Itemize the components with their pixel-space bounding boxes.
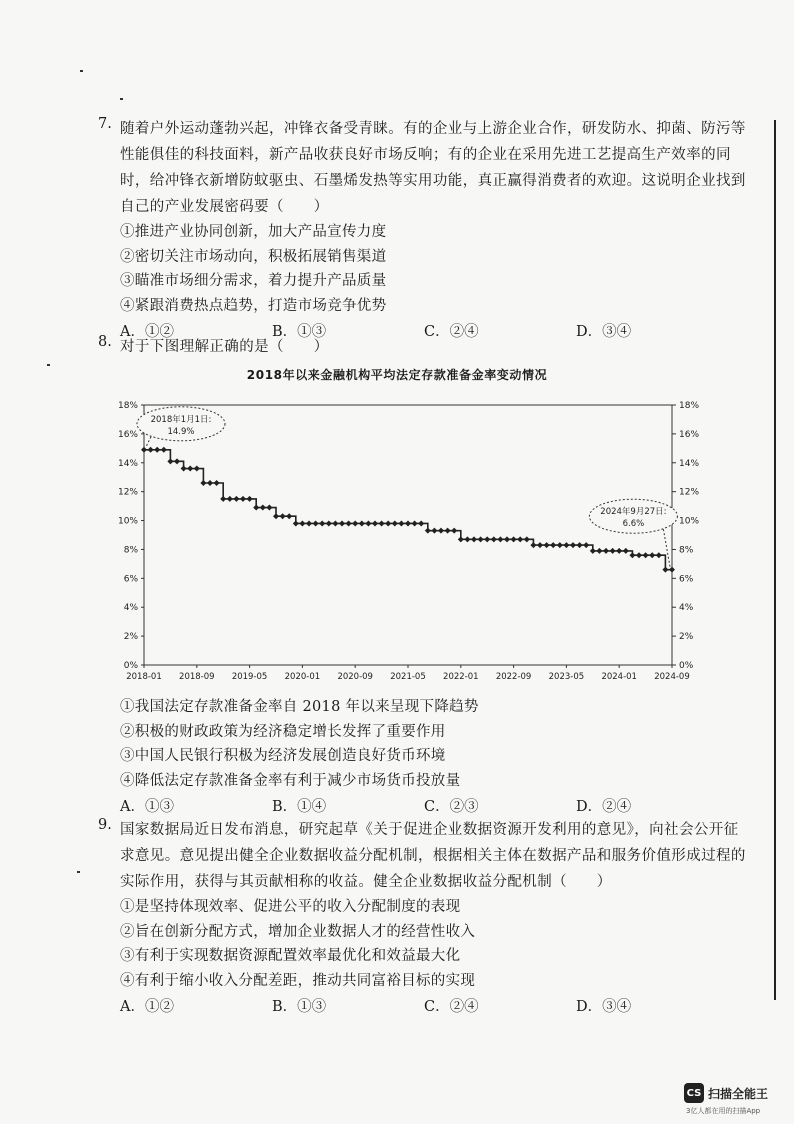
x-tick-label: 2022-01 xyxy=(443,672,479,682)
data-point-marker xyxy=(412,520,418,526)
data-point-marker xyxy=(636,552,642,558)
data-point-marker xyxy=(544,542,550,548)
data-point-marker xyxy=(273,513,279,519)
answer-b[interactable]: B．①④ xyxy=(272,799,327,815)
data-point-marker xyxy=(497,536,503,542)
data-point-marker xyxy=(511,536,517,542)
data-point-marker xyxy=(313,520,319,526)
question-8-option-1: ①我国法定存款准备金率自 2018 年以来呈现下降趋势 xyxy=(120,699,479,715)
question-7-option-3: ③瞄准市场细分需求，着力提升产品质量 xyxy=(120,273,387,289)
y-tick-label-right: 16% xyxy=(679,429,700,440)
data-point-marker xyxy=(392,520,398,526)
scanner-logo-icon: CS xyxy=(684,1083,704,1103)
data-point-marker xyxy=(181,466,187,472)
data-point-marker xyxy=(451,528,457,534)
data-point-marker xyxy=(253,505,259,511)
data-point-marker xyxy=(359,520,365,526)
question-9-number: 9. xyxy=(98,817,112,833)
y-tick-label-right: 2% xyxy=(679,632,694,643)
data-point-marker xyxy=(530,542,536,548)
data-point-marker xyxy=(161,447,167,453)
scanner-logo-name: 扫描全能王 xyxy=(708,1086,769,1101)
data-point-marker xyxy=(590,548,596,554)
answer-b[interactable]: B．①③ xyxy=(272,324,327,340)
data-point-marker xyxy=(385,520,391,526)
data-point-marker xyxy=(629,552,635,558)
answer-a[interactable]: A．①② xyxy=(120,999,174,1015)
data-point-marker xyxy=(174,458,180,464)
data-point-marker xyxy=(405,520,411,526)
data-point-marker xyxy=(398,520,404,526)
answer-c[interactable]: C．②③ xyxy=(424,799,479,815)
data-point-marker xyxy=(583,542,589,548)
data-point-marker xyxy=(372,520,378,526)
y-tick-label-left: 12% xyxy=(117,487,138,498)
annotation-label-start: 2018年1月1日: xyxy=(150,414,212,425)
y-tick-label-left: 16% xyxy=(117,429,138,440)
question-8-option-4: ④降低法定存款准备金率有利于减少市场货币投放量 xyxy=(120,772,461,789)
data-point-marker xyxy=(332,520,338,526)
data-point-marker xyxy=(167,458,173,464)
x-tick-label: 2018-09 xyxy=(179,672,215,682)
data-point-marker xyxy=(240,496,246,502)
y-tick-label-left: 18% xyxy=(117,401,138,411)
data-point-marker xyxy=(286,513,292,519)
question-7-option-1: ①推进产业协同创新，加大产品宣传力度 xyxy=(120,224,387,240)
chart-title: 2018年以来金融机构平均法定存款准备金率变动情况 xyxy=(246,368,548,382)
data-point-marker xyxy=(339,520,345,526)
x-tick-label: 2021-05 xyxy=(390,672,426,682)
y-tick-label-right: 18% xyxy=(679,401,700,411)
question-9 xyxy=(98,817,746,1021)
data-point-marker xyxy=(649,552,655,558)
data-point-marker xyxy=(669,567,675,573)
y-tick-label-right: 8% xyxy=(679,545,694,556)
annotation-pointer-end xyxy=(663,529,670,566)
data-point-marker xyxy=(418,520,424,526)
data-point-marker xyxy=(616,548,622,554)
data-point-marker xyxy=(326,520,332,526)
answer-a[interactable]: A．①③ xyxy=(120,799,174,815)
x-tick-label: 2024-09 xyxy=(654,672,690,682)
data-point-marker xyxy=(484,536,490,542)
data-point-marker xyxy=(458,536,464,542)
question-9-text: 国家数据局近日发布消息，研究起草《关于促进企业数据资源开发利用的意见》，向社会公开征求意见。意见提出健全企业数据收益分配机制，根据相关主体在数据产品和服务价值形成过程的实际作用，获得与其贡献相称的收益。健全企业数据收益分配机制（ ） xyxy=(120,822,746,890)
question-7-text: 随着户外运动蓬勃兴起，冲锋衣备受青睐。有的企业与上游企业合作，研发防水、抑菌、防污等性能俱佳的科技面料，新产品收获良好市场反响；有的企业在采用先进工艺提高生产效率的同时，给冲锋衣新增防蚊驱虫、石墨烯发热等实用功能，真正赢得消费者的欢迎。这说明企业找到自己的产业发展密码要（ ） xyxy=(120,121,746,215)
data-point-marker xyxy=(596,548,602,554)
annotation-value-start: 14.9% xyxy=(167,426,195,437)
question-9-option-3: ③有利于实现数据资源配置效率最优化和效益最大化 xyxy=(120,948,461,964)
scan-speck xyxy=(80,70,83,72)
answer-c[interactable]: C．②④ xyxy=(424,324,479,340)
data-point-marker xyxy=(504,536,510,542)
data-point-marker xyxy=(260,505,266,511)
data-point-marker xyxy=(643,552,649,558)
answer-a[interactable]: A．①② xyxy=(120,324,174,340)
data-point-marker xyxy=(570,542,576,548)
data-point-marker xyxy=(200,480,206,486)
x-tick-label: 2020-01 xyxy=(284,672,321,682)
data-point-marker xyxy=(471,536,477,542)
y-tick-label-right: 12% xyxy=(679,487,700,498)
x-tick-label: 2023-05 xyxy=(548,672,585,682)
answer-d[interactable]: D．②④ xyxy=(576,799,632,815)
data-point-marker xyxy=(425,528,431,534)
y-tick-label-right: 4% xyxy=(679,603,694,614)
question-8-option-2: ②积极的财政政策为经济稳定增长发挥了重要作用 xyxy=(120,723,446,740)
data-point-marker xyxy=(563,542,569,548)
y-tick-label-left: 0% xyxy=(123,661,138,671)
question-7-option-4: ④紧跟消费热点趋势，打造市场竞争优势 xyxy=(120,297,387,314)
question-9-stem xyxy=(98,817,746,895)
annotation-pointer-start xyxy=(146,437,151,447)
data-point-marker xyxy=(293,520,299,526)
data-point-marker xyxy=(154,447,160,453)
data-point-marker xyxy=(464,536,470,542)
answer-d[interactable]: D．③④ xyxy=(576,999,632,1015)
question-9-option-2: ②旨在创新分配方式，增加企业数据人才的经营性收入 xyxy=(120,923,476,940)
y-tick-label-left: 8% xyxy=(123,545,138,556)
x-tick-label: 2020-09 xyxy=(337,672,373,682)
data-point-marker xyxy=(306,520,312,526)
data-point-marker xyxy=(280,513,286,519)
answer-b[interactable]: B．①③ xyxy=(272,999,327,1015)
data-point-marker xyxy=(220,496,226,502)
question-9-answers xyxy=(120,993,746,1021)
y-tick-label-right: 6% xyxy=(679,574,694,585)
question-8-stem xyxy=(98,334,746,360)
x-tick-label: 2024-01 xyxy=(601,672,637,682)
data-point-marker xyxy=(445,528,451,534)
data-point-marker xyxy=(517,536,523,542)
question-8-number: 8. xyxy=(98,334,112,350)
y-tick-label-right: 10% xyxy=(679,516,700,527)
question-8-option-3: ③中国人民银行积极为经济发展创造良好货币环境 xyxy=(120,748,446,764)
data-point-marker xyxy=(187,466,193,472)
data-point-marker xyxy=(346,520,352,526)
data-point-marker xyxy=(352,520,358,526)
data-point-marker xyxy=(141,447,147,453)
answer-d[interactable]: D．③④ xyxy=(576,324,632,340)
scan-speck xyxy=(77,871,80,873)
plot-frame xyxy=(144,405,672,665)
question-8-text: 对于下图理解正确的是（ ） xyxy=(120,339,329,355)
y-tick-label-left: 2% xyxy=(123,632,138,643)
question-8-options xyxy=(98,695,746,821)
y-tick-label-right: 0% xyxy=(679,661,694,671)
y-tick-label-left: 14% xyxy=(117,458,138,469)
question-8 xyxy=(98,334,746,360)
page-edge-line xyxy=(774,120,776,1000)
data-point-marker xyxy=(266,505,272,511)
data-point-marker xyxy=(194,466,200,472)
question-9-option-4: ④有利于缩小收入分配差距，推动共同富裕目标的实现 xyxy=(120,972,476,989)
question-7 xyxy=(98,116,746,346)
data-point-marker xyxy=(537,542,543,548)
scan-speck xyxy=(120,98,123,100)
data-point-marker xyxy=(656,552,662,558)
annotation-label-end: 2024年9月27日: xyxy=(600,507,667,518)
reserve-ratio-chart xyxy=(100,388,700,684)
data-point-marker xyxy=(214,480,220,486)
question-9-option-1: ①是坚持体现效率、促进公平的收入分配制度的表现 xyxy=(120,899,461,915)
data-point-marker xyxy=(207,480,213,486)
data-point-marker xyxy=(148,447,154,453)
data-point-marker xyxy=(577,542,583,548)
data-point-marker xyxy=(438,528,444,534)
data-point-marker xyxy=(623,548,629,554)
data-point-marker xyxy=(550,542,556,548)
annotation-value-end: 6.6% xyxy=(622,519,645,530)
data-point-marker xyxy=(319,520,325,526)
y-tick-label-left: 6% xyxy=(123,574,138,585)
data-point-marker xyxy=(662,567,668,573)
scanner-logo xyxy=(684,1083,768,1103)
data-point-marker xyxy=(610,548,616,554)
question-7-option-2: ②密切关注市场动向，积极拓展销售渠道 xyxy=(120,248,387,265)
data-point-marker xyxy=(603,548,609,554)
data-point-marker xyxy=(227,496,233,502)
data-point-marker xyxy=(431,528,437,534)
scanner-logo-tagline: 3亿人都在用的扫描App xyxy=(686,1107,761,1115)
y-tick-label-right: 14% xyxy=(679,458,700,469)
data-point-marker xyxy=(491,536,497,542)
y-tick-label-left: 4% xyxy=(123,603,138,614)
data-point-marker xyxy=(478,536,484,542)
data-point-marker xyxy=(233,496,239,502)
data-point-marker xyxy=(247,496,253,502)
x-tick-label: 2018-01 xyxy=(126,672,162,682)
data-point-marker xyxy=(379,520,385,526)
y-tick-label-left: 10% xyxy=(117,516,138,527)
x-tick-label: 2019-05 xyxy=(231,672,268,682)
question-7-stem xyxy=(98,116,746,220)
data-point-marker xyxy=(524,536,530,542)
answer-c[interactable]: C．②④ xyxy=(424,999,479,1015)
data-point-marker xyxy=(557,542,563,548)
data-point-marker xyxy=(365,520,371,526)
x-tick-label: 2022-09 xyxy=(495,672,532,682)
question-7-number: 7. xyxy=(98,116,112,132)
data-point-marker xyxy=(299,520,305,526)
